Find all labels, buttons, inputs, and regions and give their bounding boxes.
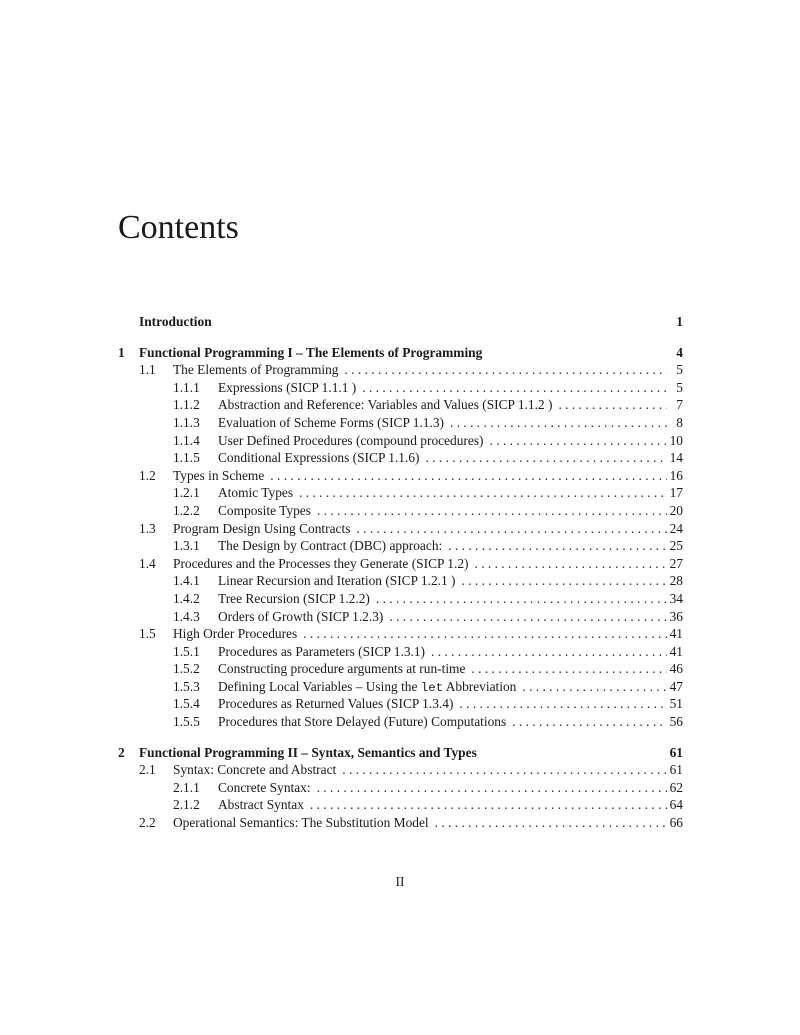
toc-entry-title: The Elements of Programming	[173, 362, 339, 378]
dot-leader	[311, 779, 667, 797]
toc-entry-page: 5	[676, 362, 683, 378]
toc-entry[interactable]	[118, 361, 683, 379]
toc-entry-title: High Order Procedures	[173, 626, 298, 642]
toc-entry-number: 1.1.4	[173, 432, 200, 448]
toc-entry-page: 41	[669, 626, 683, 642]
dot-leader	[336, 761, 667, 779]
dot-leader	[465, 660, 667, 678]
toc-entry[interactable]	[118, 695, 683, 713]
toc-entry-page: 16	[669, 467, 683, 483]
toc-entry-number: 1.4	[139, 555, 156, 571]
toc-entry-page: 66	[669, 815, 683, 831]
dot-leader	[429, 814, 667, 832]
toc-entry-page: 10	[669, 432, 683, 448]
toc-entry-page: 56	[669, 714, 683, 730]
toc-entry-number: 1.3	[139, 520, 156, 536]
toc-entry-title: The Design by Contract (DBC) approach:	[218, 538, 443, 554]
dot-leader	[516, 678, 667, 696]
table-of-contents	[118, 313, 683, 832]
page-title: Contents	[118, 209, 239, 246]
toc-entry[interactable]	[118, 625, 683, 643]
dot-leader	[425, 643, 667, 661]
toc-entry-page: 61	[669, 762, 683, 778]
toc-entry[interactable]	[118, 520, 683, 538]
toc-entry-page: 24	[669, 520, 683, 536]
toc-entry-number: 1.3.1	[173, 538, 200, 554]
toc-entry-title: User Defined Procedures (compound procedures)	[218, 432, 484, 448]
toc-entry[interactable]	[118, 744, 683, 762]
toc-entry[interactable]	[118, 608, 683, 626]
toc-entry-title: Operational Semantics: The Substitution Model	[173, 815, 429, 831]
toc-entry-title: Concrete Syntax:	[218, 779, 311, 795]
dot-leader	[419, 449, 667, 467]
toc-entry-title: Constructing procedure arguments at run-time	[218, 661, 466, 677]
toc-entry-number: 1.5.5	[173, 714, 200, 730]
toc-entry-number: 1.1.3	[173, 414, 200, 430]
toc-entry-page: 17	[669, 485, 683, 501]
toc-entry-title: Abstract Syntax	[218, 797, 304, 813]
toc-entry-page: 62	[669, 779, 683, 795]
dot-leader	[293, 484, 667, 502]
page-number: II	[395, 874, 405, 889]
toc-entry-number: 2.1.1	[173, 779, 200, 795]
toc-entry-title: Procedures and the Processes they Generate (SICP 1.2)	[173, 555, 469, 571]
toc-entry-title: Program Design Using Contracts	[173, 520, 351, 536]
toc-entry[interactable]	[118, 796, 683, 814]
toc-entry-title-part: Abbreviation	[443, 678, 517, 694]
toc-entry-number: 2.1	[139, 762, 156, 778]
toc-entry-number: 1.4.1	[173, 573, 200, 589]
toc-entry[interactable]	[118, 660, 683, 678]
toc-entry[interactable]	[118, 449, 683, 467]
dot-leader	[297, 625, 667, 643]
toc-entry-page: 8	[676, 414, 683, 430]
toc-entry-page: 1	[676, 314, 683, 329]
toc-entry-title: Abstraction and Reference: Variables and Values (SICP 1.1.2 )	[218, 397, 553, 413]
toc-entry-page: 4	[676, 344, 683, 360]
toc-entry-title: Expressions (SICP 1.1.1 )	[218, 379, 357, 395]
toc-entry[interactable]	[118, 396, 683, 414]
toc-entry-page: 28	[669, 573, 683, 589]
toc-entry[interactable]	[118, 814, 683, 832]
toc-entry[interactable]	[118, 761, 683, 779]
dot-leader	[339, 361, 668, 379]
toc-entry-number: 1	[118, 344, 125, 360]
dot-leader	[370, 590, 667, 608]
toc-entry-number: 1.1	[139, 362, 156, 378]
toc-entry-number: 1.1.1	[173, 379, 200, 395]
toc-entry[interactable]	[118, 590, 683, 608]
toc-entry-number: 1.5	[139, 626, 156, 642]
toc-entry[interactable]	[118, 467, 683, 485]
toc-entry[interactable]	[118, 713, 683, 731]
toc-entry-number: 1.5.3	[173, 678, 200, 694]
toc-entry-number: 1.1.2	[173, 397, 200, 413]
toc-entry-number: 2.2	[139, 815, 156, 831]
toc-entry-title: Tree Recursion (SICP 1.2.2)	[218, 590, 370, 606]
toc-entry-title: Composite Types	[218, 502, 311, 518]
dot-leader	[383, 608, 667, 626]
toc-entry-title: Atomic Types	[218, 485, 294, 501]
toc-entry[interactable]	[118, 484, 683, 502]
toc-entry[interactable]	[118, 344, 683, 362]
dot-leader	[484, 432, 668, 450]
toc-entry[interactable]	[118, 678, 683, 696]
toc-entry[interactable]	[118, 432, 683, 450]
dot-leader	[264, 467, 667, 485]
toc-entry[interactable]	[118, 572, 683, 590]
dot-leader	[350, 520, 667, 538]
dot-leader	[469, 555, 667, 573]
dot-leader	[356, 379, 667, 397]
toc-entry-number: 1.2	[139, 467, 156, 483]
toc-entry-page: 64	[669, 797, 683, 813]
toc-entry-title: Linear Recursion and Iteration (SICP 1.2.1 )	[218, 573, 456, 589]
toc-entry-title: Evaluation of Scheme Forms (SICP 1.1.3)	[218, 414, 445, 430]
toc-entry-number: 2.1.2	[173, 797, 200, 813]
toc-entry-title: Conditional Expressions (SICP 1.1.6)	[218, 450, 420, 466]
toc-entry[interactable]	[118, 502, 683, 520]
toc-entry-title: Types in Scheme	[173, 467, 265, 483]
toc-entry-page: 7	[676, 397, 683, 413]
dot-leader	[442, 537, 667, 555]
toc-entry-page: 46	[669, 661, 683, 677]
toc-entry-number: 1.2.2	[173, 502, 200, 518]
toc-entry-page: 27	[669, 555, 683, 571]
toc-entry-title: Introduction	[139, 314, 212, 329]
dot-leader	[552, 396, 667, 414]
toc-entry-title: Syntax: Concrete and Abstract	[173, 762, 337, 778]
toc-entry[interactable]	[118, 555, 683, 573]
toc-entry[interactable]	[118, 537, 683, 555]
toc-entry-page: 5	[676, 379, 683, 395]
toc-entry-number: 1.5.1	[173, 643, 200, 659]
toc-entry-number: 1.4.2	[173, 590, 200, 606]
toc-entry-title: Functional Programming I – The Elements of Programming	[139, 344, 483, 360]
dot-leader	[506, 713, 667, 731]
toc-entry-number: 2	[118, 744, 125, 760]
toc-entry[interactable]	[118, 313, 683, 331]
toc-entry-number: 1.5.2	[173, 661, 200, 677]
toc-entry-number: 1.1.5	[173, 450, 200, 466]
toc-entry-page: 47	[669, 678, 683, 694]
toc-entry-page: 51	[669, 696, 683, 712]
toc-entry-number: 1.5.4	[173, 696, 200, 712]
dot-leader	[304, 796, 667, 814]
toc-entry-title: Procedures that Store Delayed (Future) Computations	[218, 714, 507, 730]
toc-entry-page: 34	[669, 590, 683, 606]
toc-entry-page: 25	[669, 538, 683, 554]
toc-entry-page: 36	[669, 608, 683, 624]
toc-entry-page: 14	[669, 450, 683, 466]
toc-entry-title: Orders of Growth (SICP 1.2.3)	[218, 608, 384, 624]
toc-entry-number: 1.4.3	[173, 608, 200, 624]
toc-entry-page: 61	[669, 744, 683, 760]
toc-entry-title: Functional Programming II – Syntax, Semantics and Types	[139, 744, 477, 760]
dot-leader	[311, 502, 667, 520]
dot-leader	[456, 572, 667, 590]
toc-entry-number: 1.2.1	[173, 485, 200, 501]
toc-entry[interactable]	[118, 414, 683, 432]
dot-leader	[444, 414, 667, 432]
dot-leader	[453, 695, 667, 713]
toc-entry-title: Procedures as Parameters (SICP 1.3.1)	[218, 643, 426, 659]
toc-entry[interactable]	[118, 643, 683, 661]
toc-entry-page: 20	[669, 502, 683, 518]
toc-entry[interactable]	[118, 379, 683, 397]
toc-entry-title: Procedures as Returned Values (SICP 1.3.4)	[218, 696, 454, 712]
toc-entry[interactable]	[118, 779, 683, 797]
toc-entry-page: 41	[669, 643, 683, 659]
toc-entry-title-part: Defining Local Variables – Using the	[218, 678, 421, 694]
toc-entry-code: let	[420, 680, 444, 695]
